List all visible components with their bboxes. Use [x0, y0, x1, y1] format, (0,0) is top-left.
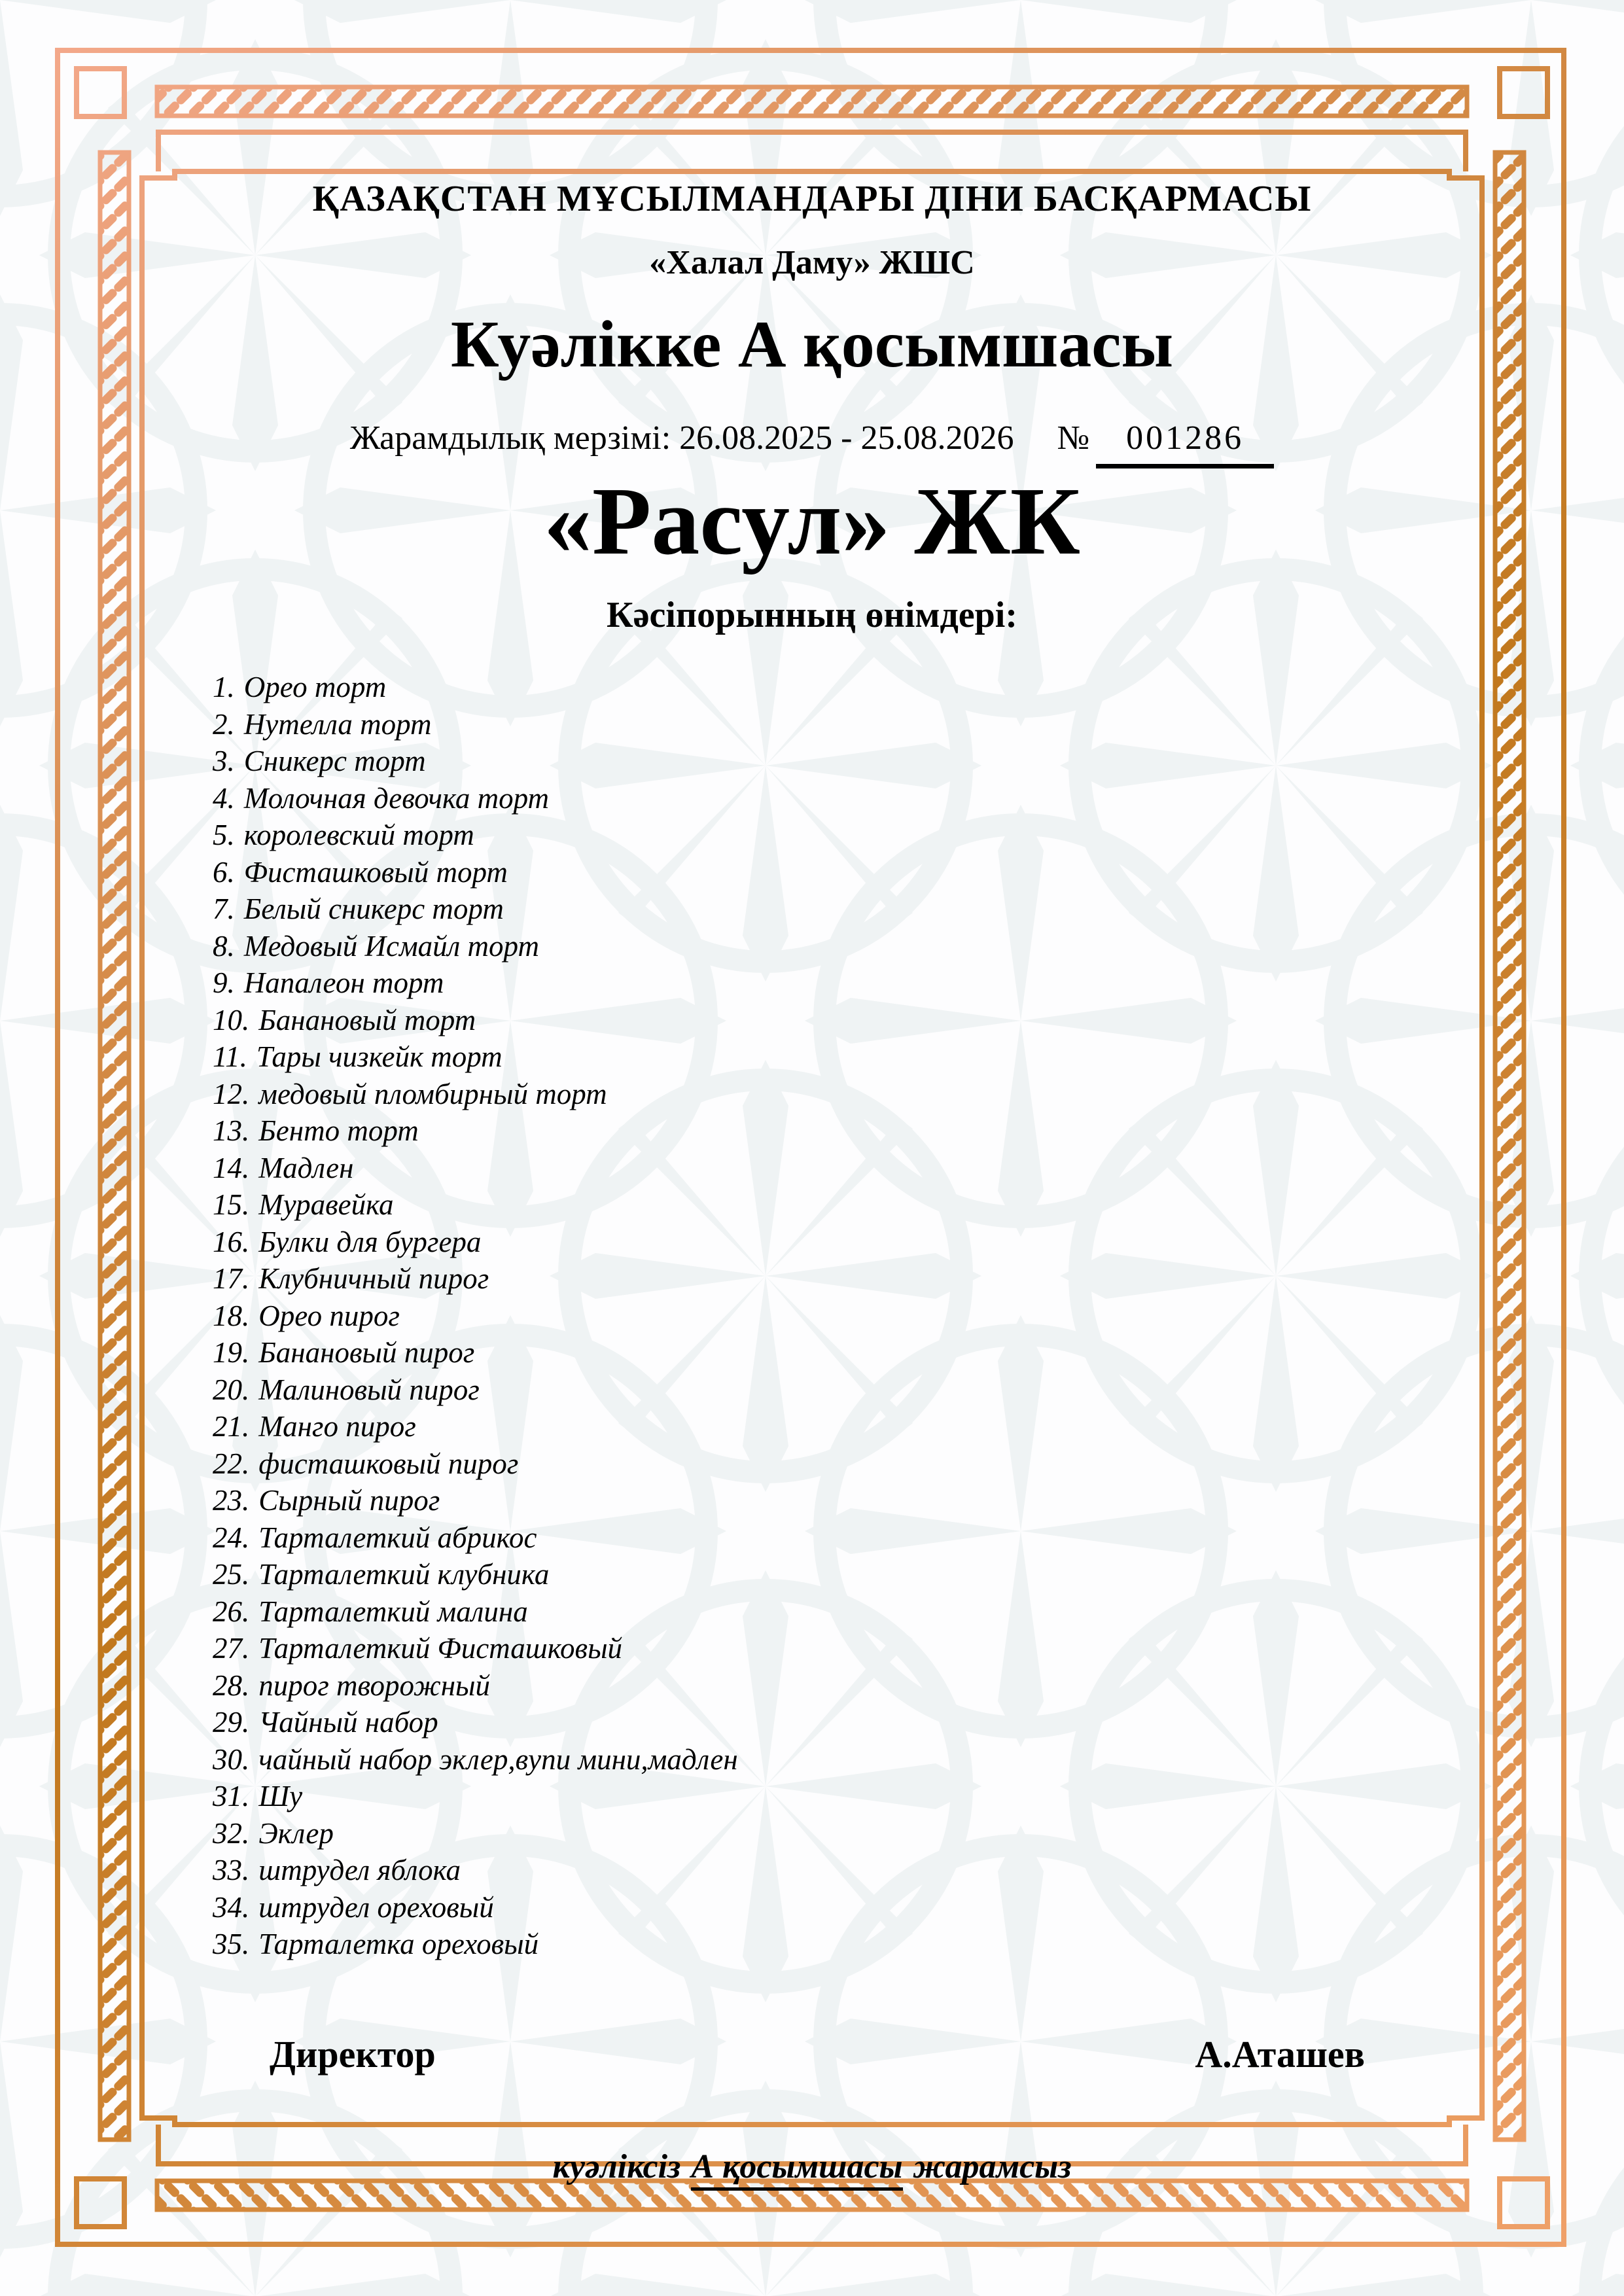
product-item: пирог творожный: [258, 1669, 491, 1702]
organization-name: ҚАЗАҚСТАН МҰСЫЛМАНДАРЫ ДІНИ БАСҚАРМАСЫ: [312, 179, 1312, 219]
product-item: штрудел яблока: [258, 1854, 461, 1886]
product-item: Булки для бургера: [258, 1225, 482, 1258]
product-item: Молочная девочка торт: [243, 781, 550, 815]
product-item: Тары чизкейк торт: [256, 1040, 503, 1073]
director-name: А.Аташев: [1195, 2033, 1365, 2075]
director-label: Директор: [270, 2033, 436, 2075]
signature-row: [0, 2032, 1624, 2076]
footer-note: [0, 2147, 1624, 2191]
number-sign: №: [1057, 419, 1090, 457]
product-item: Тарталеткий малина: [258, 1595, 528, 1628]
product-item: Тарталетка ореховый: [258, 1928, 539, 1960]
product-item: Фисташковый торт: [243, 855, 508, 889]
product-item: Белый сникерс торт: [243, 892, 504, 925]
footer-note-pre: куәліксіз: [552, 2148, 681, 2185]
product-item: штрудел ореховый: [258, 1890, 494, 1924]
product-item: медовый пломбирный торт: [258, 1077, 607, 1110]
product-item: Сникерс торт: [243, 745, 426, 777]
product-list: [213, 669, 738, 1963]
product-item: Орео торт: [243, 671, 387, 703]
product-item: Медовый Исмайл торт: [243, 929, 539, 963]
validity-period-text: Жарамдылық мерзімі: 26.08.2025 - 25.08.2026: [349, 419, 1014, 457]
company-name: «Расул» ЖК: [543, 468, 1081, 575]
product-item: Манго пирог: [258, 1410, 416, 1443]
product-item: Муравейка: [258, 1188, 394, 1221]
certificate-number: 001286: [1096, 419, 1274, 468]
product-item: Нутелла торт: [243, 707, 432, 741]
product-item: Тарталеткий клубника: [258, 1558, 550, 1591]
footer-note-underlined: А қосымшасы: [691, 2147, 902, 2191]
product-item: Банановый пирог: [258, 1336, 475, 1369]
product-item: фисташковый пирог: [258, 1447, 519, 1480]
footer-note-post: жарамсыз: [913, 2148, 1072, 2185]
product-item: Мадлен: [258, 1151, 354, 1184]
product-item: королевский торт: [243, 819, 474, 851]
product-item: Сырный пирог: [258, 1484, 440, 1517]
product-item: Банановый торт: [258, 1003, 476, 1036]
products-heading: Кәсіпорынның өнімдері:: [606, 595, 1018, 635]
product-item: Клубничный пирог: [258, 1262, 489, 1295]
validity-row: [0, 419, 1624, 468]
product-item: Малиновый пирог: [258, 1373, 480, 1406]
product-item: Тарталеткий Фисташковый: [258, 1632, 623, 1665]
product-item: Орео пирог: [258, 1299, 400, 1332]
product-item: чайный набор эклер,вупи мини,мадлен: [258, 1742, 738, 1776]
product-item: Бенто торт: [258, 1114, 419, 1147]
document-title: Куәлікке А қосымшасы: [450, 308, 1174, 381]
product-item: Напалеон торт: [243, 966, 444, 999]
organization-subname: «Халал Даму» ЖШС: [649, 244, 975, 281]
product-item: Чайный набор: [258, 1706, 438, 1739]
product-item: Шу: [258, 1780, 303, 1812]
product-item: Тарталеткий абрикос: [258, 1521, 537, 1554]
product-item: Эклер: [258, 1816, 334, 1850]
